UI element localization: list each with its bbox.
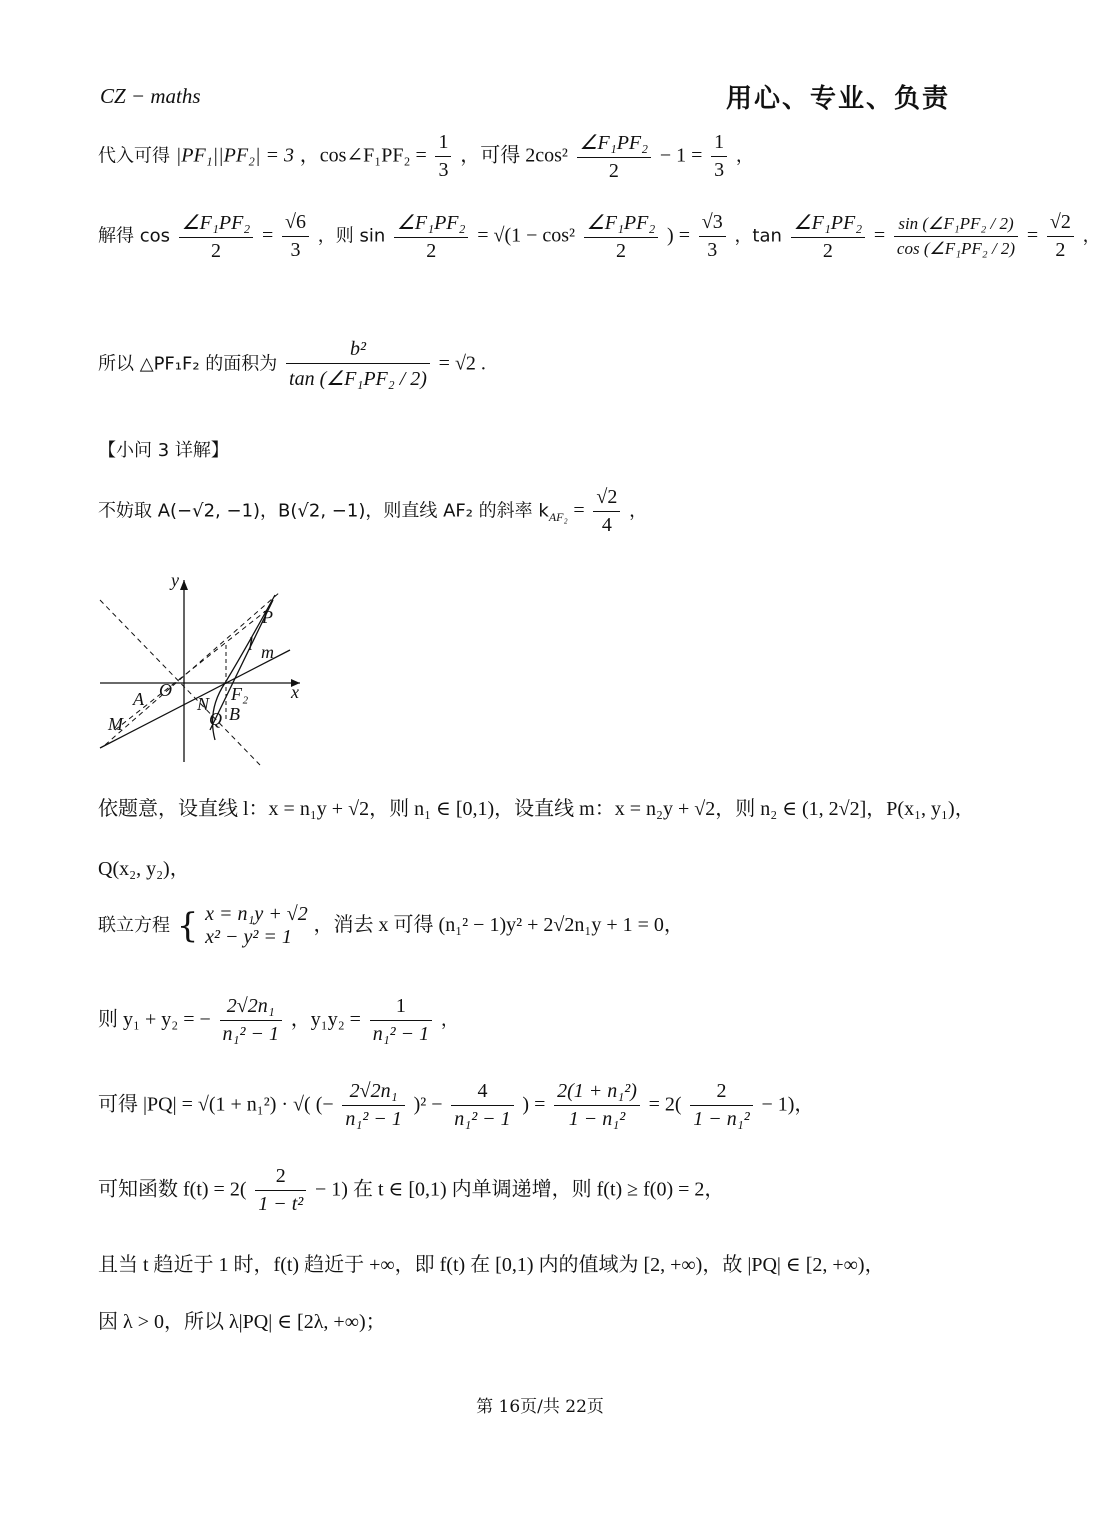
fraction: $\frac{√6}{3}$	[282, 211, 309, 262]
label-q: Q	[209, 709, 222, 729]
brace: {	[176, 906, 199, 946]
label-o: O	[159, 680, 172, 700]
label-f2: F₂	[231, 684, 249, 704]
fraction: $\frac{\text{2√2n₁}}{\text{n₁² − 1}}$	[220, 995, 282, 1046]
line-10: 可知函数 f(t) = 2( $\frac{2}{\text{1 − t²}}$ − 1) 在 t ∈ [0,1) 内单调递增，则 f(t) ≥ f(0) = 2，	[98, 1165, 725, 1215]
line-12: 因 λ > 0，所以 λ|PQ| ∈ [2λ, +∞)；	[98, 1311, 386, 1333]
fraction: $\frac{\text{∠F₁PF₂}}{2}$	[577, 130, 652, 183]
label-a: A	[133, 689, 144, 709]
label-m: m	[261, 642, 274, 662]
fraction: $\frac{√2}{2}$	[1047, 211, 1074, 262]
line-3: 所以 △PF₁F₂ 的面积为 $\frac{\text{b²}}{\text{tan (∠F₁PF₂ / 2)}}$ = √2 .	[98, 338, 486, 390]
fraction: $\frac{\text{∠F₁PF₂}}{2}$	[791, 210, 866, 263]
label-p: P	[262, 607, 273, 627]
fraction: $\frac{\text{∠F₁PF₂}}{2}$	[394, 210, 469, 263]
line-4: 不妨取 A(−√2, −1)，B(√2, −1)，则直线 AF₂ 的斜率 $k_{AF_2}$ = $\frac{√2}{4}$ ，	[98, 486, 648, 536]
hyperbola-figure	[95, 570, 315, 770]
fraction: $\frac{2}{\text{1 − n₁²}}$	[690, 1080, 752, 1131]
equation-system: x = n₁y + √2 x² − y² = 1	[205, 903, 308, 948]
fraction: $\frac{\text{sin (∠F₁PF₂ / 2)}}{\text{cos (∠F₁PF₂ / 2)}}$	[894, 214, 1018, 259]
line-7: 联立方程 { x = n₁y + √2 x² − y² = 1 ，消去 x 可得 (n₁² − 1)y² + 2√2n₁y + 1 = 0，	[98, 903, 684, 948]
line-6: Q(x₂, y₂)，	[98, 858, 190, 880]
header-right: 用心、专业、负责	[725, 84, 950, 114]
fraction: $\frac{1}{3}$	[711, 131, 727, 182]
line-9: 可得 |PQ| = √(1 + n₁²) · √( (− $\frac{\text{2√2n₁}}{\text{n₁² − 1}}$ )² − $\frac{4}{\text{n₁² − 1}}$ ) = $\frac{\text{2(1 + n₁²)}}{\text{1 − n₁²}}$ = 2( $\frac{2}{\text{1 − n₁²}}$ − 1)，	[98, 1080, 815, 1130]
section-heading: 【小问 3 详解】	[98, 440, 229, 461]
label-y: y	[171, 570, 179, 590]
fraction: $\frac{1}{3}$	[435, 131, 451, 182]
header-left: CZ − maths	[100, 84, 201, 108]
label-l: l	[248, 634, 254, 654]
label-n: N	[197, 694, 210, 714]
fraction: $\frac{1}{\text{n₁² − 1}}$	[370, 995, 432, 1046]
fraction: $\frac{√3}{3}$	[699, 211, 726, 262]
fraction: $\frac{√2}{4}$	[593, 486, 620, 537]
page-footer: 第 16页/共 22页	[476, 1397, 604, 1417]
label-x: x	[291, 682, 299, 702]
fraction: $\frac{4}{\text{n₁² − 1}}$	[451, 1080, 513, 1131]
dashed-line-af2	[115, 610, 267, 730]
fraction: $\frac{\text{2(1 + n₁²)}}{\text{1 − n₁²}}$	[554, 1080, 640, 1131]
line-8: 则 y₁ + y₂ = − $\frac{\text{2√2n₁}}{\text{n₁² − 1}}$ ，y₁y₂ = $\frac{1}{\text{n₁² − 1}}$ ，	[98, 995, 459, 1045]
fraction: $\frac{\text{∠F₁PF₂}}{2}$	[584, 210, 659, 263]
line-m	[100, 650, 290, 748]
label-b: B	[229, 704, 240, 724]
fraction: $\frac{\text{b²}}{\text{tan (∠F₁PF₂ / 2)}}$	[286, 338, 430, 391]
y-axis-arrow	[180, 580, 188, 590]
line-11: 且当 t 趋近于 1 时，f(t) 趋近于 +∞，即 f(t) 在 [0,1) 内的值域为 [2, +∞)，故 |PQ| ∈ [2, +∞)，	[98, 1254, 885, 1276]
fraction: $\frac{\text{2√2n₁}}{\text{n₁² − 1}}$	[342, 1080, 404, 1131]
fraction: $\frac{2}{\text{1 − t²}}$	[255, 1165, 306, 1216]
line-2: 解得 cos $\frac{\text{∠F₁PF₂}}{2}$ = $\frac{√6}{3}$ ，则 sin $\frac{\text{∠F₁PF₂}}{2}$ = √(1 − cos² $\frac{\text{∠F₁PF₂}}{2}$ ) = $\frac{√3}{3}$ ，tan $\frac{\text{∠F₁PF₂}}{2}$ = $\frac{\text{sin (∠F₁PF₂ / 2)}}{\text{cos (∠F₁PF₂ / 2)}}$ = $\frac{√2}{2}$ ，	[98, 211, 1101, 262]
fraction: $\frac{\text{∠F₁PF₂}}{2}$	[179, 210, 254, 263]
line-1: 代入可得 |PF₁||PF₂| = 3 ，cos∠F₁PF₂ = $\frac{1}{3}$ ，可得 2cos² $\frac{\text{∠F₁PF₂}}{2}$ − 1 = $\frac{1}{3}$ ，	[98, 131, 754, 182]
label-m-point: M	[108, 714, 123, 734]
line-5: 依题意，设直线 l：x = n₁y + √2，则 n₁ ∈ [0,1)，设直线 m：x = n₂y + √2，则 n₂ ∈ (1, 2√2]，P(x₁, y₁)，	[98, 798, 975, 820]
